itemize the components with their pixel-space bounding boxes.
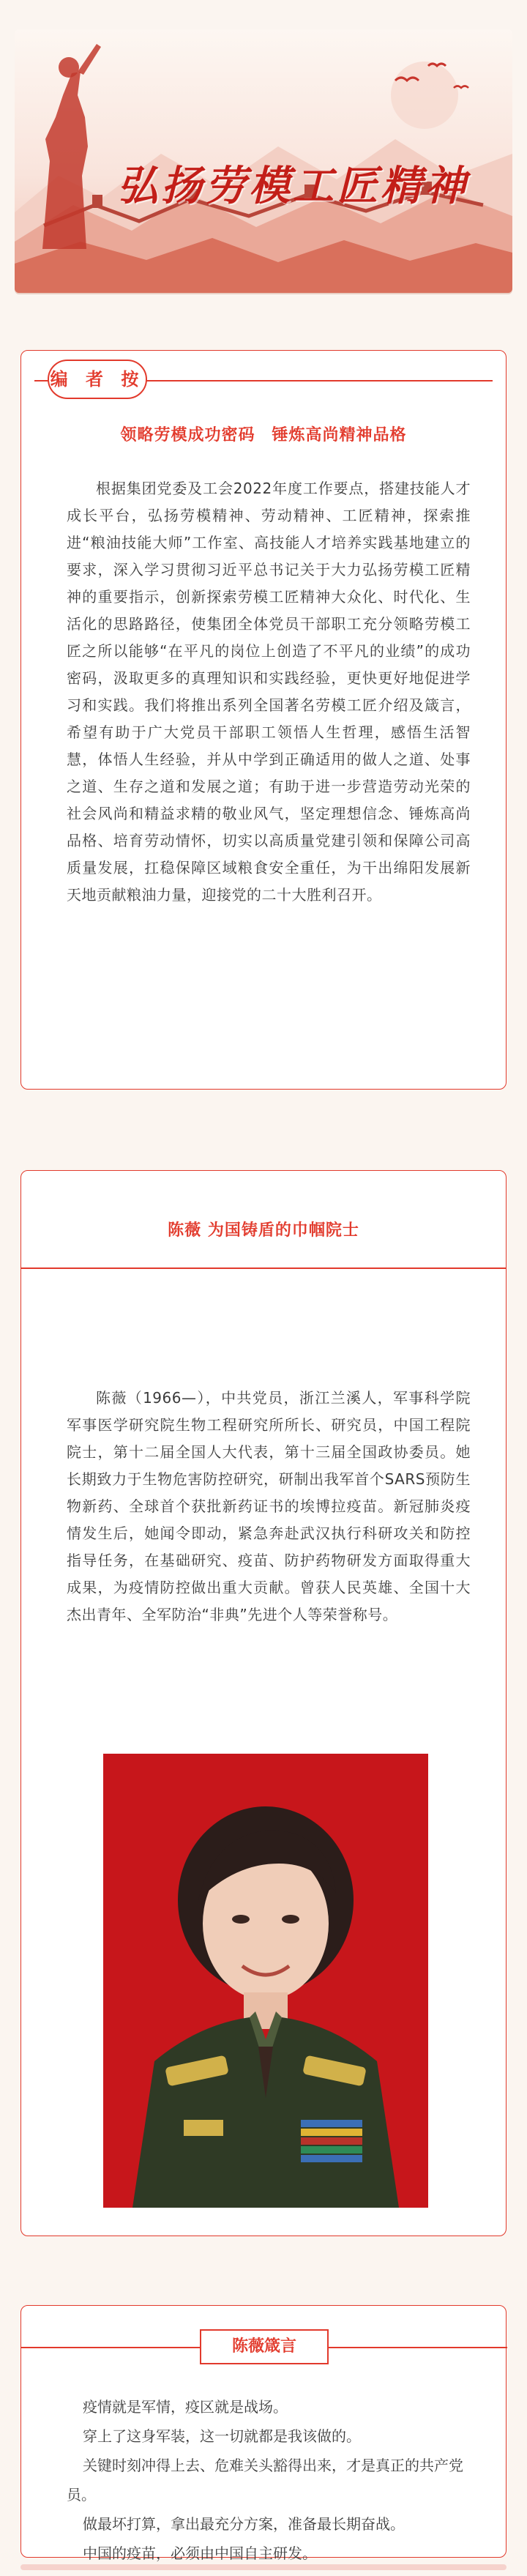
- quote-item: 做最坏打算，拿出最充分方案，准备最长期奋战。: [83, 2515, 405, 2533]
- divider: [329, 2347, 507, 2348]
- quotes-list: [67, 2392, 476, 2568]
- profile-body: 陈薇（1966—），中共党员，浙江兰溪人，军事科学院军事医学研究院生物工程研究所所长、研究员，中国工程院院士，第十二届全国人大代表，第十三届全国政协委员。她长期致力于生物危害防控研究，研制出我军首个SARS预防生物新药、全球首个获批新药证书的埃博拉疫苗。新冠肺炎疫情发生后，她闻令即动，紧急奔赴武汉执行科研攻关和防控指导任务，在基础研究、疫苗、防护药物研发方面取得重大成果，为疫情防控做出重大贡献。曾获人民英雄、全国十大杰出青年、全军防治“非典”先进个人等荣誉称号。: [67, 1389, 471, 1623]
- header-banner: [15, 29, 512, 293]
- editor-note-body: 根据集团党委及工会2022年度工作要点，搭建技能人才成长平台，弘扬劳模精神、劳动精神、工匠精神，探索推进“粮油技能大师”工作室、高技能人才培养实践基地建立的要求，深入学习贯彻习近平总书记关于大力弘扬劳模工匠精神的重要指示，创新探索劳模工匠精神大众化、时代化、生活化的思路路径，使集团全体党员干部职工充分领略劳模工匠之所以能够“在平凡的岗位上创造了不平凡的业绩”的成功密码，汲取更多的真理知识和实践经验，更快更好地促进学习和实践。我们将推出系列全国著名劳模工匠介绍及箴言，希望有助于广大党员干部职工领悟人生哲理，感悟生活智慧，体悟人生经验，并从中学到正确适用的做人之道、处事之道、生存之道和发展之道；有助于进一步营造劳动光荣的社会风尚和精益求精的敬业风气，坚定理想信念、锤炼高尚品格、培育劳动情怀，切实以高质量党建引领和保障公司高质量发展，扛稳保障区域粮食安全重任，为干出绵阳发展新天地贡献粮油力量，迎接党的二十大胜利召开。: [67, 480, 471, 904]
- quotes-card: [20, 2305, 507, 2562]
- quote-item: 穿上了这身军装，这一切就都是我该做的。: [83, 2427, 361, 2445]
- editor-note-heading: 领略劳模成功密码 锤炼高尚精神品格: [120, 426, 407, 444]
- portrait-photo: [103, 1754, 428, 2208]
- quote-item: 中国的疫苗，必须由中国自主研发。: [83, 2545, 317, 2562]
- divider: [21, 1267, 506, 1269]
- quote-item: 疫情就是军情，疫区就是战场。: [83, 2398, 288, 2416]
- banner-title: 弘扬劳模工匠精神: [117, 162, 468, 210]
- quote-item: 关键时刻冲得上去、危难关头豁得出来，才是真正的共产党员。: [67, 2457, 463, 2504]
- divider: [21, 2347, 200, 2348]
- editor-note-card: [20, 350, 507, 1090]
- footer-bar: [20, 2564, 507, 2570]
- quotes-heading: 陈薇箴言: [200, 2329, 329, 2364]
- portrait-illustration: [103, 1754, 428, 2208]
- profile-card: [20, 1170, 507, 2236]
- editor-note-tag: 编 者 按: [48, 360, 147, 399]
- profile-heading: 陈薇 为国铸盾的巾帼院士: [168, 1221, 359, 1240]
